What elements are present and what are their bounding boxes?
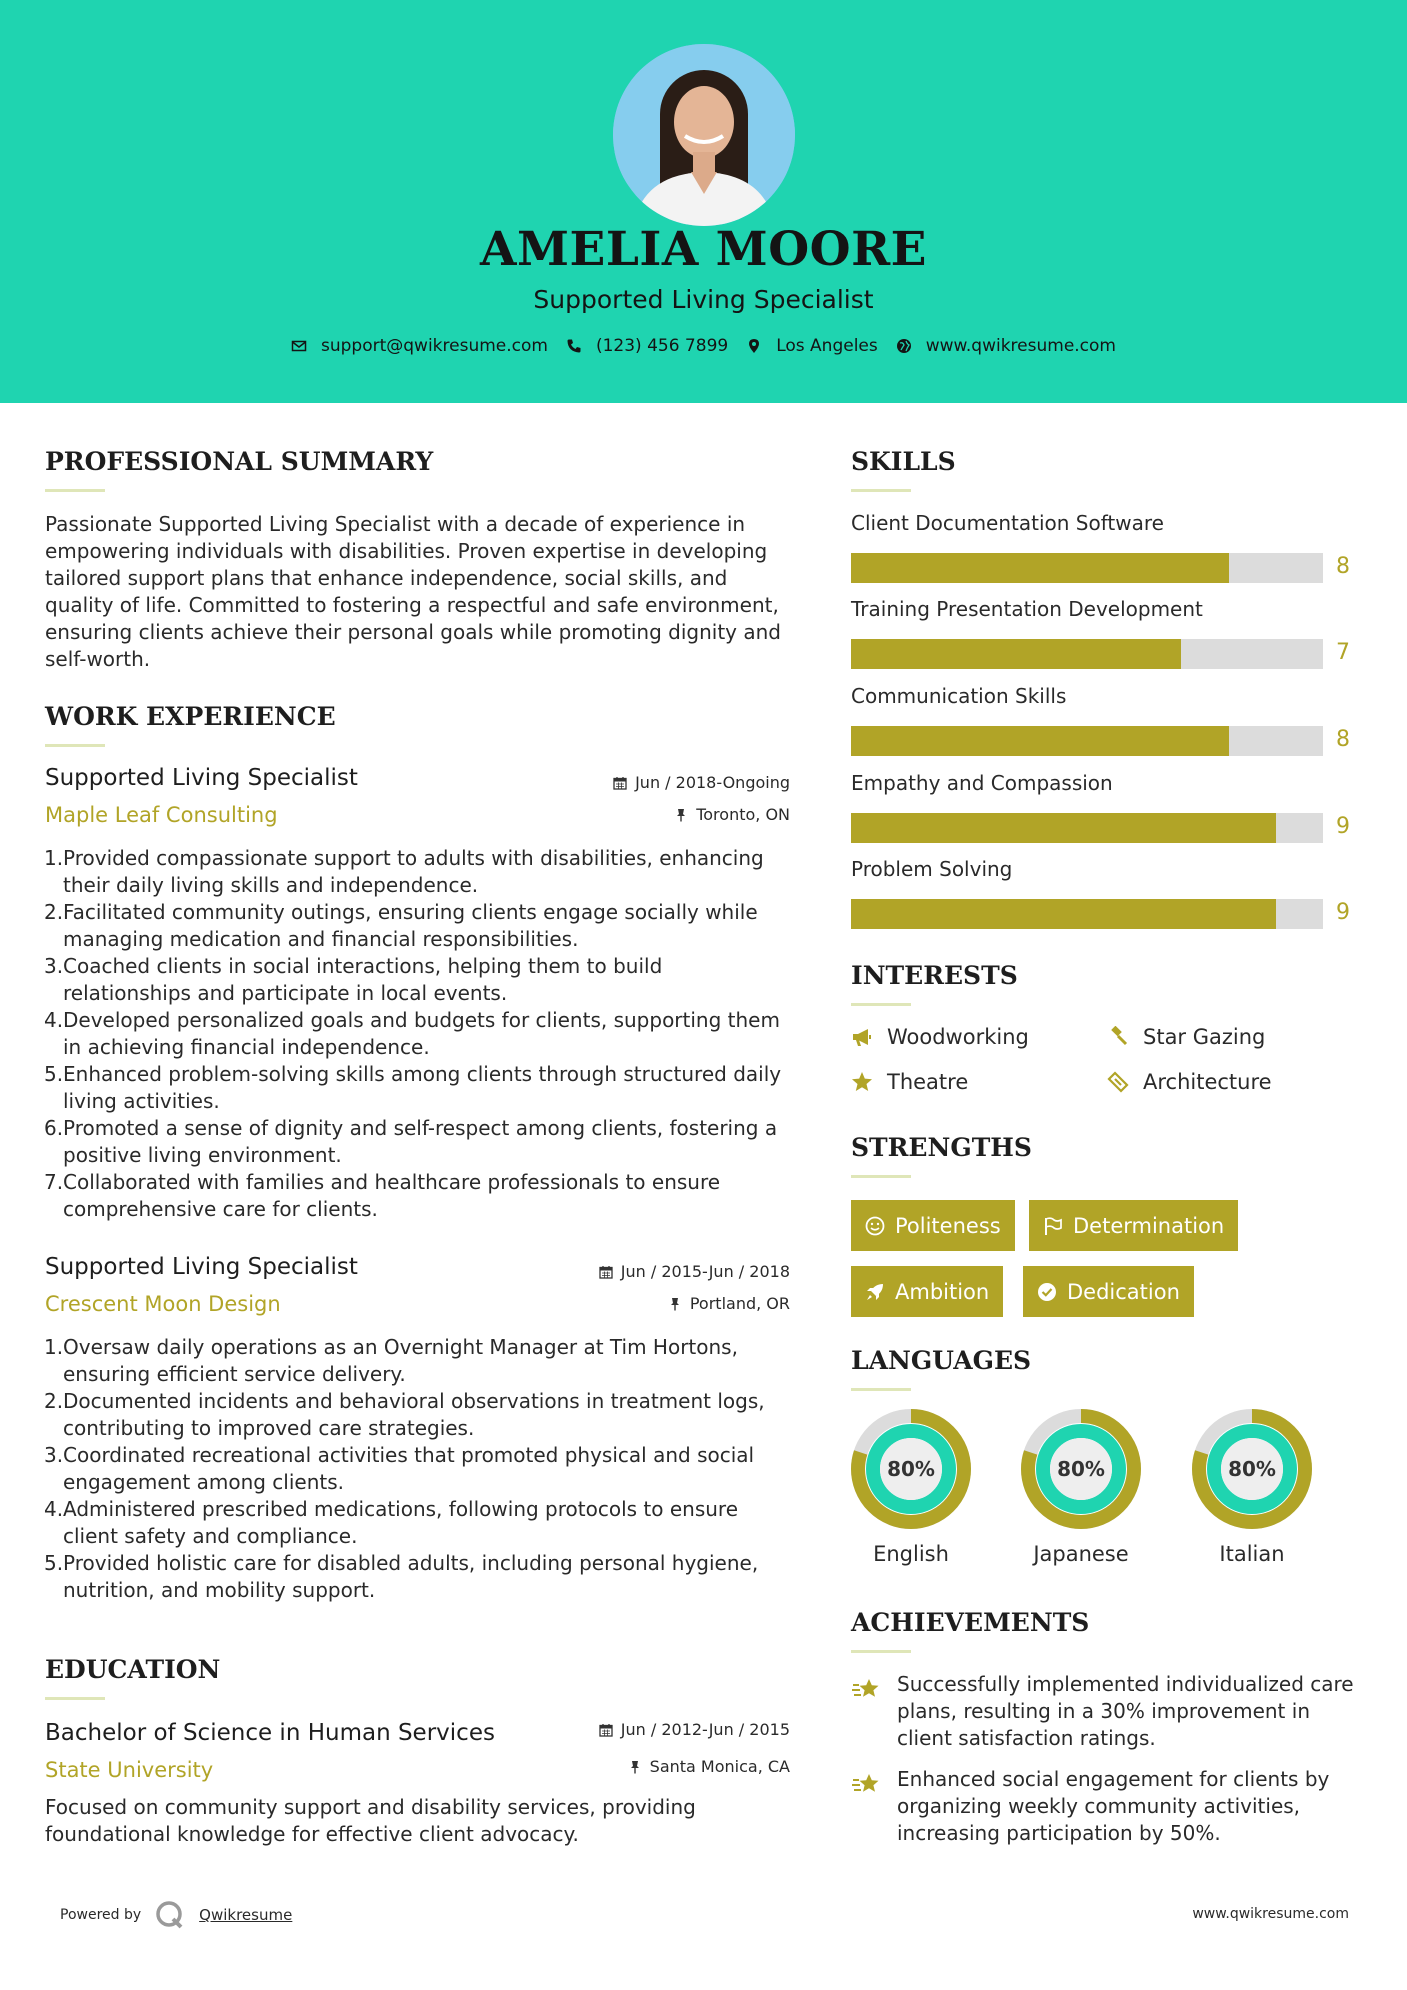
interest-label: Woodworking [887, 1025, 1029, 1049]
pushpin-icon [668, 1297, 682, 1311]
resume-header [0, 0, 1407, 403]
megaphone-icon [851, 1026, 873, 1048]
job-bullets [45, 1334, 795, 1604]
smile-icon [865, 1216, 885, 1236]
strength-chip [1029, 1200, 1238, 1251]
list-item: Provided holistic care for disabled adults, including personal hygiene, nutrition, and mobility support. [63, 1551, 759, 1602]
skill-value: 9 [1336, 900, 1350, 925]
skill-bar [851, 553, 1323, 583]
strength-label: Politeness [895, 1213, 1001, 1238]
language-name: Japanese [1033, 1542, 1129, 1566]
achievements-divider [851, 1650, 911, 1653]
skill-bar-fill [851, 813, 1276, 843]
map-pin-icon [746, 338, 762, 354]
education-location-text: Santa Monica, CA [649, 1757, 790, 1776]
interest-item [1107, 1070, 1272, 1094]
contact-email-text: support@qwikresume.com [321, 336, 548, 356]
avatar [613, 44, 795, 226]
strength-chip [1023, 1266, 1194, 1317]
interest-item [1107, 1025, 1265, 1049]
skill-item [851, 597, 1356, 665]
list-item: Administered prescribed medications, following protocols to ensure client safety and compliance. [63, 1497, 738, 1548]
contact-location [746, 336, 878, 356]
education-divider [45, 1697, 105, 1700]
language-ring [1191, 1408, 1313, 1530]
strength-label: Determination [1073, 1213, 1225, 1238]
job-company: Maple Leaf Consulting [45, 803, 278, 827]
pushpin-icon [674, 808, 688, 822]
rocket-icon [865, 1282, 885, 1302]
achievement-item [851, 1766, 1361, 1847]
language-item [1020, 1408, 1142, 1566]
strengths-heading: STRENGTHS [851, 1133, 1032, 1162]
flag-icon [1043, 1216, 1063, 1236]
list-item: Promoted a sense of dignity and self-respect among clients, fostering a positive living environment. [63, 1116, 778, 1167]
skill-bar-fill [851, 553, 1229, 583]
list-item: Coordinated recreational activities that promoted physical and social engagement among clients. [63, 1443, 755, 1494]
ticket-icon [1107, 1071, 1129, 1093]
job-location [674, 805, 790, 824]
candidate-title: Supported Living Specialist [533, 285, 874, 314]
language-name: Italian [1219, 1542, 1285, 1566]
job-location-text: Portland, OR [689, 1294, 790, 1313]
language-name: English [873, 1542, 949, 1566]
achievements-heading: ACHIEVEMENTS [851, 1608, 1090, 1637]
skill-item [851, 684, 1356, 752]
language-item [850, 1408, 972, 1566]
pushpin-icon [628, 1760, 642, 1774]
interest-label: Star Gazing [1143, 1025, 1266, 1049]
skills-divider [851, 489, 911, 492]
skill-item [851, 857, 1356, 925]
footer-website[interactable]: www.qwikresume.com [1192, 1906, 1349, 1922]
job-company: Crescent Moon Design [45, 1292, 281, 1316]
phone-icon [566, 338, 582, 354]
job-date-text: Jun / 2018-Ongoing [635, 773, 790, 792]
calendar-icon [599, 1265, 613, 1279]
skill-bar-fill [851, 639, 1181, 669]
qwikresume-link[interactable]: Qwikresume [199, 1906, 293, 1924]
skill-value: 8 [1336, 554, 1350, 579]
education-date-text: Jun / 2012-Jun / 2015 [620, 1720, 790, 1739]
globe-icon [896, 338, 912, 354]
job-title: Supported Living Specialist [45, 765, 358, 791]
language-ring [1020, 1408, 1142, 1530]
skill-bar [851, 726, 1323, 756]
language-level: 80% [1057, 1457, 1105, 1481]
education-location [628, 1757, 790, 1776]
skill-name: Training Presentation Development [851, 597, 1203, 621]
interest-label: Theatre [887, 1070, 969, 1094]
contact-location-text: Los Angeles [776, 336, 878, 356]
job-bullets [45, 845, 795, 1223]
skill-bar [851, 639, 1323, 669]
interest-label: Architecture [1143, 1070, 1272, 1094]
skill-name: Problem Solving [851, 857, 1013, 881]
achievement-item [851, 1671, 1361, 1752]
footer-powered-by [60, 1900, 292, 1930]
list-item: Oversaw daily operations as an Overnight Manager at Tim Hortons, ensuring efficient service delivery. [63, 1335, 738, 1386]
contact-website[interactable] [896, 336, 1116, 356]
skill-bar [851, 899, 1323, 929]
education-date [599, 1720, 790, 1739]
list-item: Developed personalized goals and budgets for clients, supporting them in achieving financial independence. [63, 1008, 780, 1059]
gavel-icon [1107, 1026, 1129, 1048]
contact-email[interactable] [291, 336, 548, 356]
summary-heading: PROFESSIONAL SUMMARY [45, 447, 434, 476]
job-location [668, 1294, 790, 1313]
list-item: Documented incidents and behavioral observations in treatment logs, contributing to improved care strategies. [63, 1389, 765, 1440]
achievement-text: Enhanced social engagement for clients by organizing weekly community activities, increasing participation by 50%. [897, 1767, 1330, 1845]
language-level: 80% [1228, 1457, 1276, 1481]
star-icon [851, 1071, 873, 1093]
qwikresume-logo-icon [155, 1900, 185, 1930]
calendar-icon [599, 1723, 613, 1737]
interest-item [851, 1070, 968, 1094]
education-description: Focused on community support and disability services, providing foundational knowledge for effective client advocacy. [45, 1795, 696, 1846]
trophy-star-icon [851, 1768, 883, 1800]
strength-chip [851, 1200, 1015, 1251]
strength-chip [851, 1266, 1003, 1317]
trophy-star-icon [851, 1673, 883, 1705]
languages-heading: LANGUAGES [851, 1346, 1032, 1375]
skill-name: Communication Skills [851, 684, 1067, 708]
interests-heading: INTERESTS [851, 961, 1018, 990]
powered-by-label: Powered by [60, 1907, 142, 1923]
contact-bar [0, 336, 1407, 356]
contact-phone[interactable] [566, 336, 728, 356]
list-item: Collaborated with families and healthcare professionals to ensure comprehensive care for clients. [63, 1170, 721, 1221]
candidate-name: AMELIA MOORE [480, 222, 927, 277]
summary-divider [45, 489, 105, 492]
contact-website-text: www.qwikresume.com [925, 336, 1116, 356]
job-date [599, 1262, 790, 1281]
language-item [1191, 1408, 1313, 1566]
job-date-text: Jun / 2015-Jun / 2018 [620, 1262, 790, 1281]
skill-value: 8 [1336, 727, 1350, 752]
job-title: Supported Living Specialist [45, 1254, 358, 1280]
strengths-divider [851, 1175, 911, 1178]
education-heading: EDUCATION [45, 1655, 221, 1684]
skill-name: Client Documentation Software [851, 511, 1164, 535]
skill-name: Empathy and Compassion [851, 771, 1113, 795]
list-item: Provided compassionate support to adults with disabilities, enhancing their daily living skills and independence. [63, 846, 764, 897]
skills-heading: SKILLS [851, 447, 956, 476]
calendar-icon [613, 776, 627, 790]
skill-value: 7 [1336, 640, 1350, 665]
skill-bar [851, 813, 1323, 843]
experience-heading: WORK EXPERIENCE [45, 702, 336, 731]
skill-item [851, 771, 1356, 839]
job-location-text: Toronto, ON [696, 805, 790, 824]
interest-item [851, 1025, 1029, 1049]
skill-item [851, 511, 1356, 579]
languages-divider [851, 1388, 911, 1391]
summary-text: Passionate Supported Living Specialist with a decade of experience in empowering individuals with disabilities. Proven expertise in developing tailored support plans that enhance independence, social skills, and quality of life. Committed to fostering a respectful and safe environment, ensuring clients achieve their personal goals while promoting dignity and self-worth. [45, 512, 781, 671]
skill-bar-fill [851, 726, 1229, 756]
language-ring [850, 1408, 972, 1530]
degree-title: Bachelor of Science in Human Services [45, 1720, 495, 1746]
school-name: State University [45, 1758, 214, 1782]
skill-value: 9 [1336, 814, 1350, 839]
envelope-icon [291, 338, 307, 354]
job-date [613, 773, 790, 792]
achievement-text: Successfully implemented individualized care plans, resulting in a 30% improvement in client satisfaction ratings. [897, 1672, 1354, 1750]
list-item: Facilitated community outings, ensuring clients engage socially while managing medication and financial responsibilities. [63, 900, 758, 951]
strength-label: Dedication [1067, 1279, 1180, 1304]
check-circle-icon [1037, 1282, 1057, 1302]
language-level: 80% [887, 1457, 935, 1481]
list-item: Coached clients in social interactions, helping them to build relationships and participate in local events. [63, 954, 663, 1005]
list-item: Enhanced problem-solving skills among clients through structured daily living activities. [63, 1062, 782, 1113]
skill-bar-fill [851, 899, 1276, 929]
experience-divider [45, 744, 105, 747]
interests-divider [851, 1003, 911, 1006]
contact-phone-text: (123) 456 7899 [595, 336, 729, 356]
strength-label: Ambition [895, 1279, 990, 1304]
